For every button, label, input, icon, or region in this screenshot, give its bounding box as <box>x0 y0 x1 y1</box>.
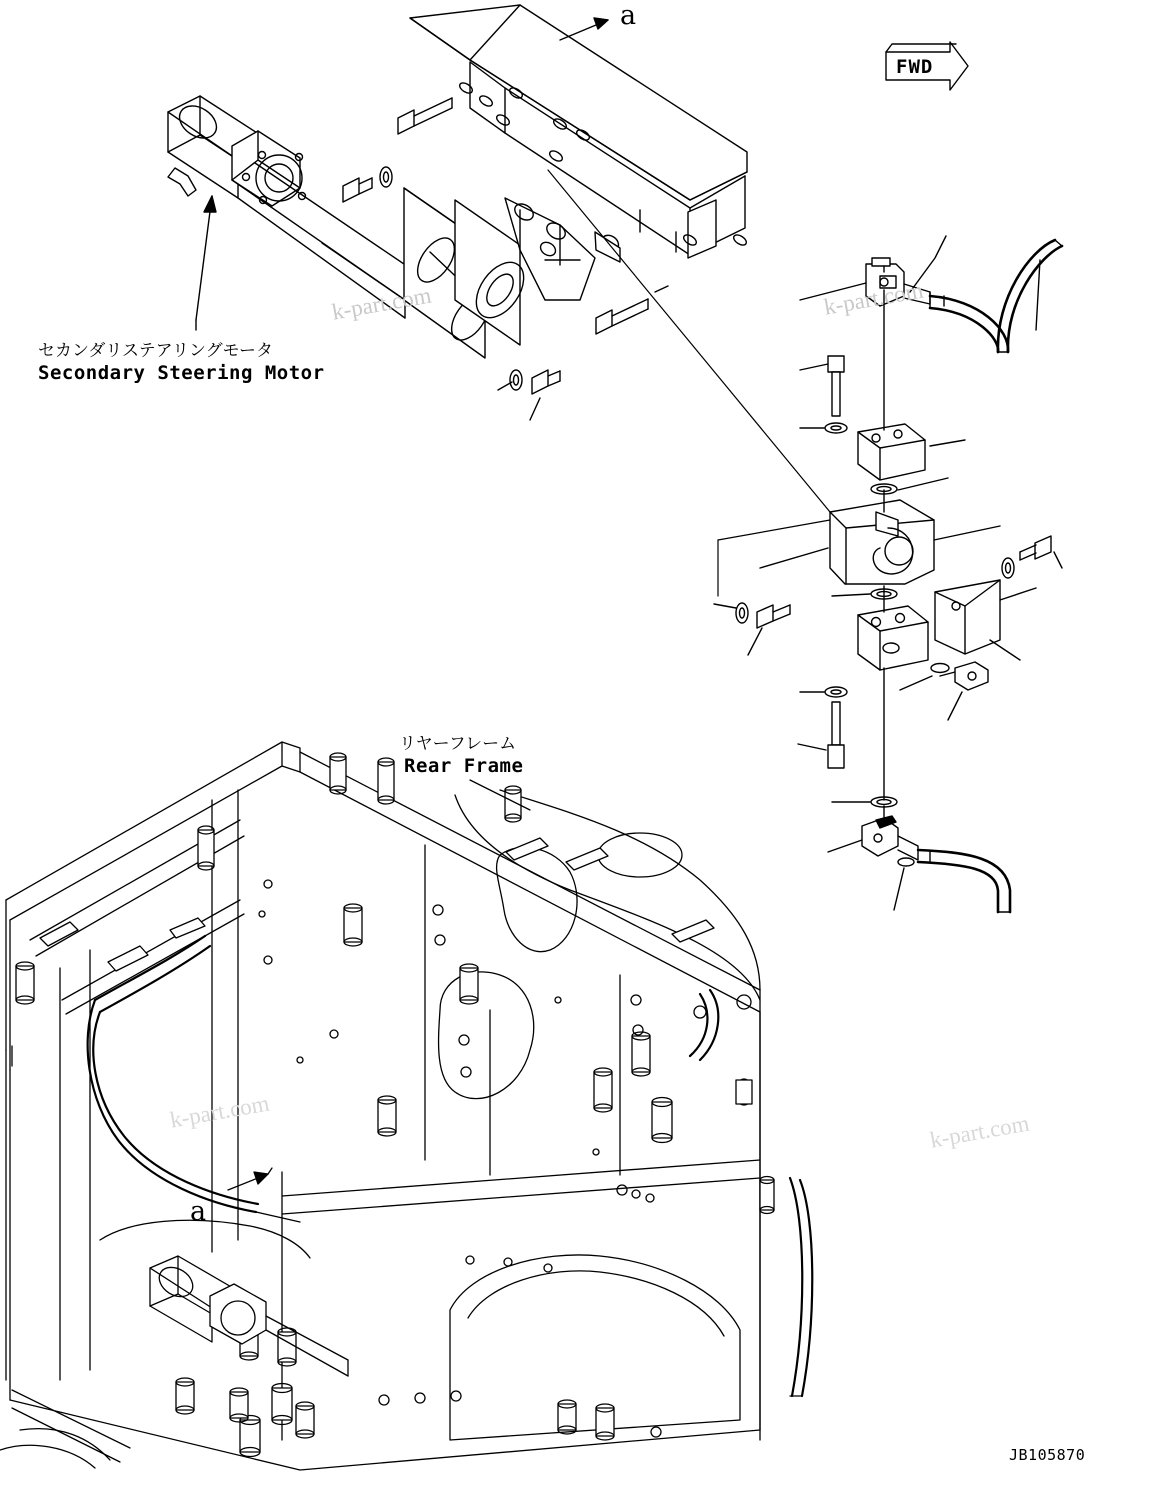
fwd-direction-label: FWD <box>896 56 934 78</box>
section-callout-a-top: a <box>620 0 637 31</box>
watermark: k-part.com <box>928 1110 1032 1153</box>
label-rear-frame-en: Rear Frame <box>404 755 524 777</box>
watermark: k-part.com <box>168 1090 272 1133</box>
watermark: k-part.com <box>330 282 434 325</box>
watermark: k-part.com <box>822 277 926 320</box>
valve-assembly-group <box>714 236 1062 912</box>
section-callout-a-bottom: a <box>190 1196 207 1227</box>
label-secondary-steering-motor-jp: セカンダリステアリングモータ <box>38 341 273 361</box>
label-rear-frame-jp: リヤーフレーム <box>399 734 517 754</box>
secondary-steering-motor-assembly <box>168 96 621 358</box>
label-secondary-steering-motor-en: Secondary Steering Motor <box>38 362 325 384</box>
drawing-number: JB105870 <box>1009 1446 1086 1464</box>
rear-frame-assembly <box>0 742 812 1470</box>
